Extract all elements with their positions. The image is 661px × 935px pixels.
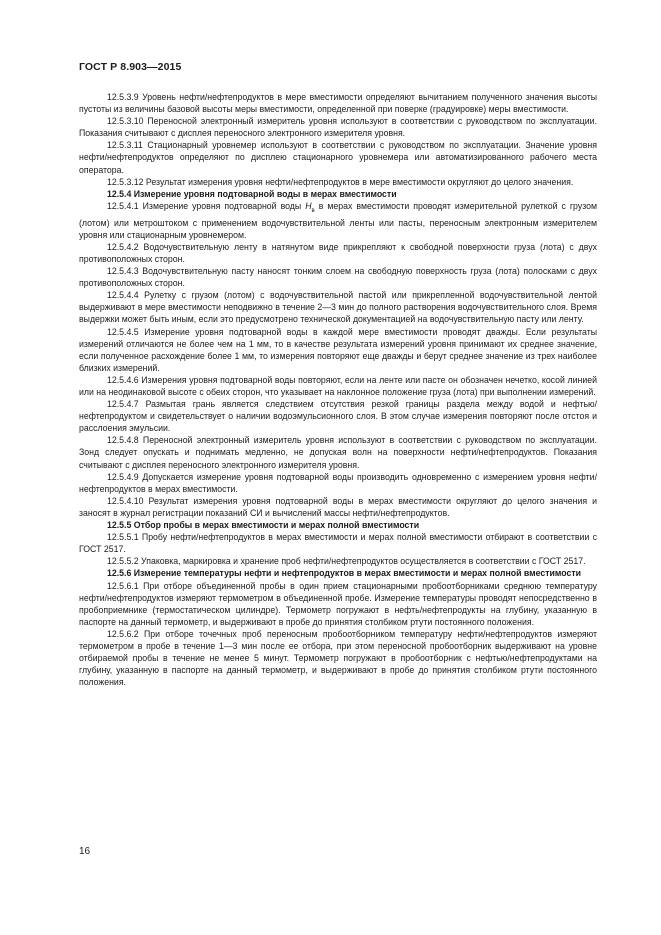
paragraph-12-5-3-9: 12.5.3.9 Уровень нефти/нефтепродуктов в мере вместимости определяют вычитанием полученного значения высоты пустоты из величины базовой высоты меры вместимости, определенной при поверке (градуировке) меры вместимости. bbox=[79, 92, 597, 115]
paragraph-12-5-3-10: 12.5.3.10 Переносной электронный измеритель уровня используют в соответствии с руководством по эксплуатации. Показания считывают с дисплея переносного электронного измерителя уровня. bbox=[79, 116, 597, 139]
paragraph-12-5-6-1: 12.5.6.1 При отборе объединенной пробы в один прием стационарными пробоотборниками среднюю температуру нефти/нефтепродуктов измеряют термометром в объединенной пробе. Измерение температуры проводят непосредственно в пробоприемнике (термостатическом цилиндре). Термометр погружают в нефть/нефтепродукты на глубину, указанную в паспорте на данный термометр, и выдерживают в пробе до принятия столбиком ртути постоянного положения. bbox=[79, 580, 597, 627]
paragraph-12-5-4-4: 12.5.4.4 Рулетку с грузом (лотом) с водочувствительной пастой или прикрепленной водочувствительной лентой выдерживают в мере вместимости неподвижно в течение 2—3 мин до полного растворения водочувствительного слоя. Время выдержки может быть иным, если это предусмотрено технической документацией на водочувствительную пасту или ленту. bbox=[79, 290, 597, 325]
paragraph-rest: в мерах вместимости проводят измерительной рулеткой с грузом (лотом) или метроштоком с применением водочувствительной ленты или пасты, переносным электронным измерителем уровня или стационарным уровнемером. bbox=[79, 200, 597, 240]
paragraph-12-5-4-9: 12.5.4.9 Допускается измерение уровня подтоварной воды производить одновременно с измерением уровня нефти/нефтепродуктов в мерах вместимости. bbox=[79, 471, 597, 494]
paragraph-12-5-5-2: 12.5.5.2 Упаковка, маркировка и хранение проб нефти/нефтепродуктов осуществляется в соответствии с ГОСТ 2517. bbox=[107, 556, 586, 567]
paragraph-12-5-3-12: 12.5.3.12 Результат измерения уровня нефти/нефтепродуктов в мере вместимости округляют до целого значения. bbox=[107, 176, 574, 187]
level-symbol: H bbox=[305, 200, 312, 211]
paragraph-12-5-4-8: 12.5.4.8 Переносной электронный измеритель уровня используют в соответствии с руководством по эксплуатации. Зонд следует опускать и поднимать медленно, не допуская волн на поверхности нефти/нефтепродуктов. Показания считывают с дисплея переносного электронного измерителя уровня. bbox=[79, 435, 597, 470]
paragraph-12-5-6-2: 12.5.6.2 При отборе точечных проб переносным пробоотборником температуру нефти/нефтепродуктов измеряют термометром в пробе в течение 1—3 мин после ее отбора, при этом переносной пробоотборник выдерживают на уровне отбираемой пробы в течение не менее 5 минут. Термометр погружают в пробоотборник с нефтью/нефтепродуктами на глубину, указанную в паспорте на данный термометр, и выдерживают в пробе до принятия столбиком ртути постоянного положения. bbox=[79, 628, 597, 688]
section-heading-12-5-5: 12.5.5 Отбор пробы в мерах вместимости и мерах полной вместимости bbox=[107, 520, 420, 531]
page-number: 16 bbox=[79, 846, 91, 857]
paragraph-12-5-4-1 bbox=[79, 200, 597, 241]
paragraph-12-5-4-7: 12.5.4.7 Размытая грань является следствием отсутствия резкой границы раздела между водой и нефтью/нефтепродуктом и свидетельствует о наличии водоэмульсионного слоя. В этом случае измерения повторяют после отстоя и расслоения эмульсии. bbox=[79, 399, 597, 434]
paragraph-12-5-5-1: 12.5.5.1 Пробу нефти/нефтепродуктов в мерах вместимости и мерах полной вместимости отбирают в соответствии с ГОСТ 2517. bbox=[79, 532, 597, 555]
section-heading-12-5-4: 12.5.4 Измерение уровня подтоварной воды в мерах вместимости bbox=[107, 188, 397, 199]
paragraph-12-5-4-5: 12.5.4.5 Измерение уровня подтоварной воды в каждой мере вместимости проводят дважды. Если результаты измерений отличаются не более чем на 1 мм, то в качестве результата измерений уровня принимают их среднее значение, если полученное расхождение более 1 мм, то измерения повторяют еще дважды и берут среднее значение из трех наиболее близких измерений. bbox=[79, 326, 597, 373]
paragraph-12-5-4-6: 12.5.4.6 Измерения уровня подтоварной воды повторяют, если на ленте или пасте он обозначен нечетко, косой линией или на неодинаковой высоте с обеих сторон, что указывает на наклонное положение груза (лота) при выполнении измерений. bbox=[79, 374, 597, 397]
document-body bbox=[79, 91, 597, 688]
paragraph-12-5-4-3: 12.5.4.3 Водочувствительную пасту наносят тонким слоем на свободную поверхность груза (лота) полосками с двух противоположных сторон. bbox=[79, 266, 597, 289]
standard-header: ГОСТ Р 8.903—2015 bbox=[79, 61, 182, 73]
section-heading-12-5-6: 12.5.6 Измерение температуры нефти и нефтепродуктов в мерах вместимости и мерах полной вместимости bbox=[107, 568, 582, 579]
paragraph-12-5-3-11: 12.5.3.11 Стационарный уровнемер используют в соответствии с руководством по эксплуатации. Значение уровня нефти/нефтепродуктов определяют по дисплею стационарного уровнемера или автоматизированного рабочего места оператора. bbox=[79, 140, 597, 175]
paragraph-12-5-4-10: 12.5.4.10 Результат измерения уровня подтоварной воды в мерах вместимости округляют до целого значения и заносят в журнал регистрации показаний СИ и вычислений массы нефти/нефтепродуктов. bbox=[79, 495, 597, 518]
paragraph-12-5-4-2: 12.5.4.2 Водочувствительную ленту в натянутом виде прикрепляют к свободной поверхности груза (лота) с двух противоположных сторон. bbox=[79, 241, 597, 264]
paragraph-prefix: 12.5.4.1 Измерение уровня подтоварной воды bbox=[107, 200, 306, 211]
level-symbol-subscript: в bbox=[311, 207, 315, 214]
